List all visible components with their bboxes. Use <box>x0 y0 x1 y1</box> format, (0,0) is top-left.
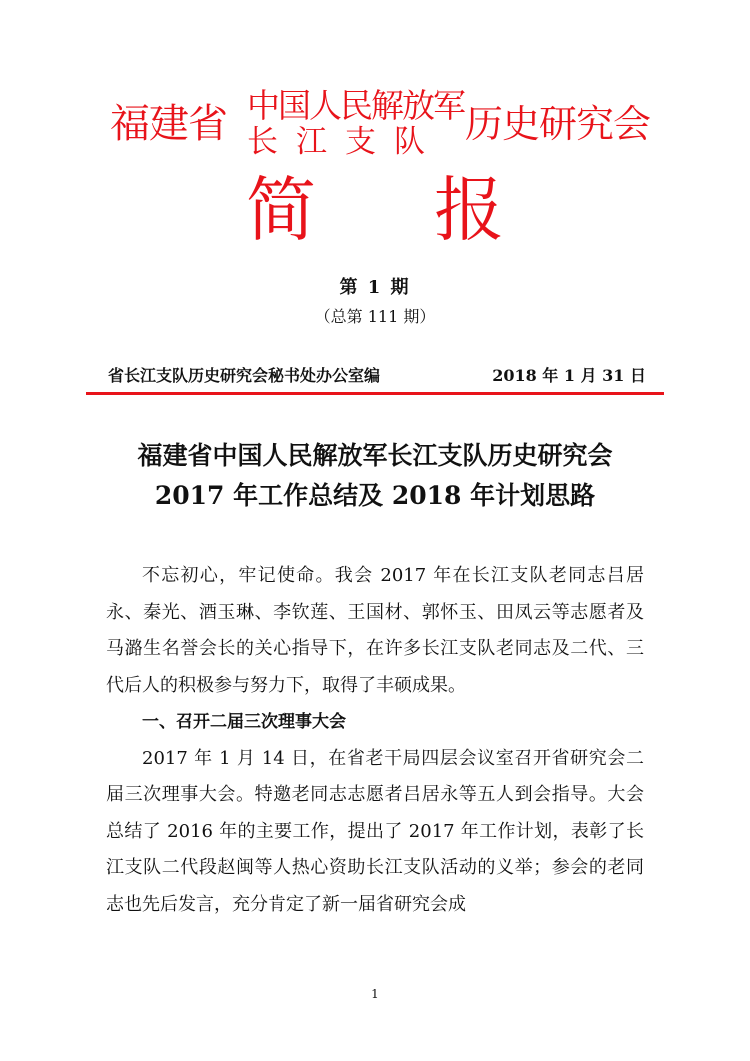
issue-number: 第 1 期 <box>339 277 411 298</box>
document-title-line-1: 福建省中国人民解放军长江支队历史研究会 <box>137 441 613 470</box>
paragraph-council: 2017 年 1 月 14 日，在省老干局四层会议室召开省研究会二届三次理事大会。特邀老同志志愿者吕居永等五人到会指导。大会总结了 2016 年的主要工作，提出了 2017 年工作计划，表彰了长江支队二代段赵闽等人热心资助长江支队活动的义举；参会的老同志也先后发言，充分肯定了新一届省研究会成 <box>106 747 644 915</box>
paragraph-intro: 不忘初心，牢记使命。我会 2017 年在长江支队老同志吕居永、秦光、酒玉琳、李钦莲、王国材、郭怀玉、田凤云等志愿者及马潞生名誉会长的关心指导下，在许多长江支队老同志及二代、三代后人的积极参与努力下，取得了丰硕成果。 <box>106 565 644 696</box>
masthead-province: 福建省 <box>110 101 227 147</box>
masthead-detachment: 长江支队 <box>247 124 443 160</box>
editor-office: 省长江支队历史研究会秘书处办公室编 <box>108 366 381 385</box>
document-title-line-2: 2017 年工作总结及 2018 年计划思路 <box>154 481 596 510</box>
masthead-army: 中国人民解放军 <box>247 86 464 125</box>
section-heading-1: 一、召开二届三次理事大会 <box>142 712 346 732</box>
masthead-society: 历史研究会 <box>465 102 651 146</box>
bulletin-title: 简报 <box>246 169 622 251</box>
red-divider <box>86 392 664 395</box>
issue-total-number: （总第 111 期） <box>314 307 436 326</box>
document-title <box>0 436 750 516</box>
publish-date: 2018 年 1 月 31 日 <box>492 366 646 385</box>
editor-line <box>0 364 750 388</box>
page-number: 1 <box>371 987 379 1001</box>
body-text <box>106 558 644 923</box>
masthead <box>0 82 750 172</box>
masthead-middle <box>247 88 462 160</box>
